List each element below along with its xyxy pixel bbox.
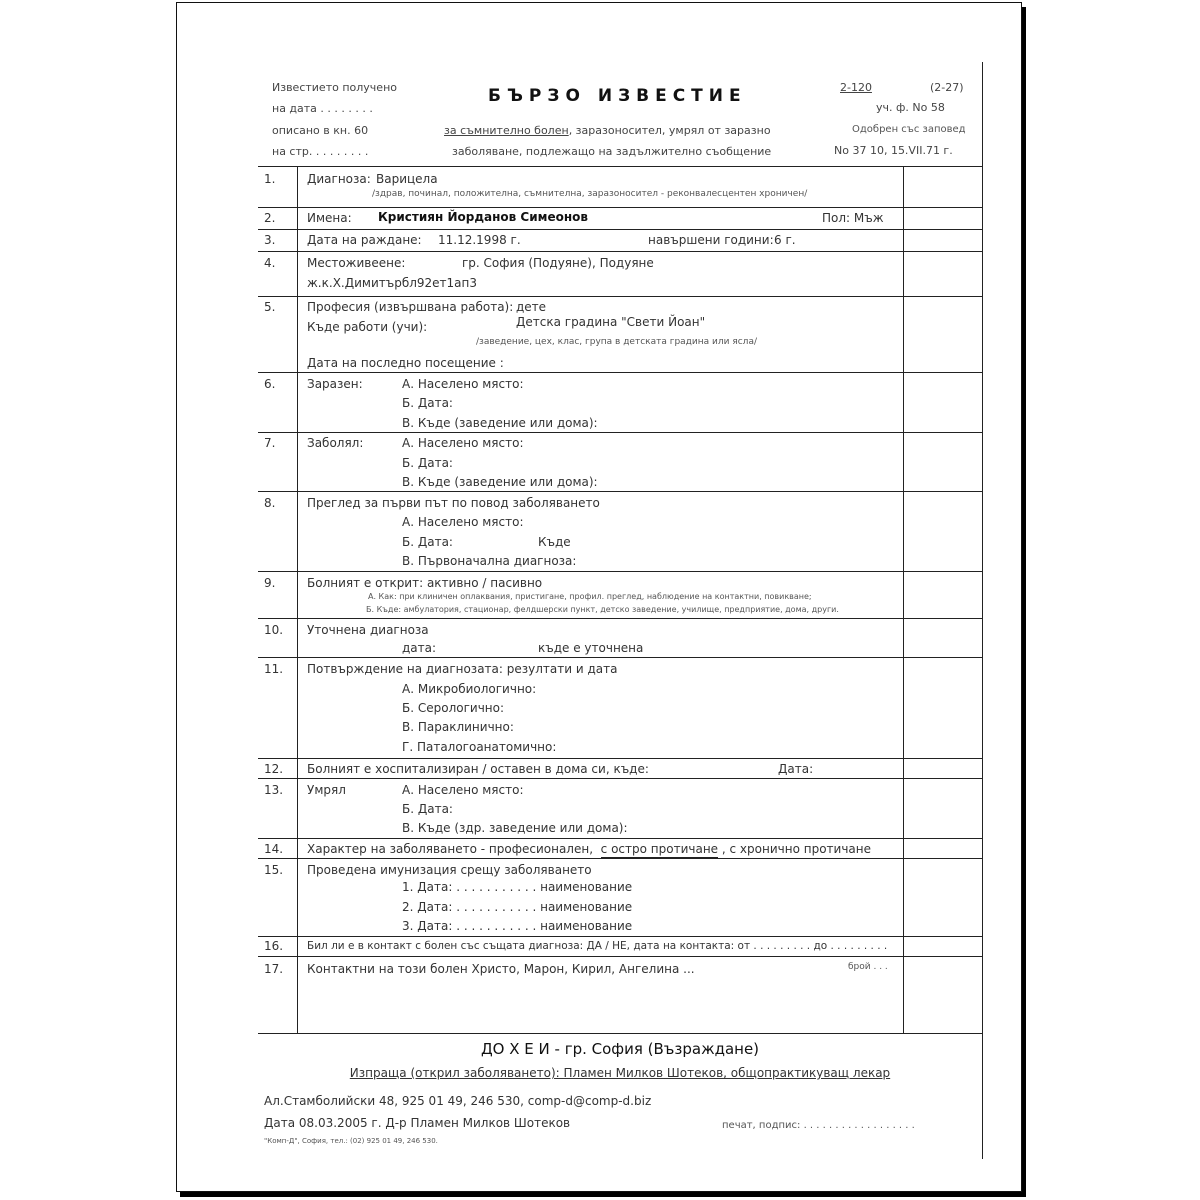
confirmation-sero: Б. Серологично: (402, 701, 505, 715)
suspect-label: за съмнително болен (444, 124, 569, 137)
row-4-number: 4. (264, 256, 276, 270)
row-3-number: 3. (264, 233, 276, 247)
date-signature-line: Дата 08.03.2005 г. Д-р Пламен Милков Шотеков (264, 1116, 571, 1130)
subtitle-rest: , заразоносител, умрял от заразно (568, 124, 771, 137)
subtitle-line-1 (444, 124, 771, 137)
form-reference: уч. ф. No 58 (876, 101, 945, 114)
received-label: Известието получено (272, 81, 397, 94)
approval-number: No 37 10, 15.VII.71 г. (834, 144, 953, 157)
immunization-label: Проведена имунизация срещу заболяването (307, 863, 592, 877)
hospitalized-label: Болният е хоспитализиран / оставен в дома си, къде: (307, 762, 649, 776)
infected-where: В. Къде (заведение или дома): (402, 416, 598, 430)
book-number: описано в кн. 60 (272, 124, 369, 137)
diagnosis-label: Диагноза: (307, 172, 371, 186)
row-2-number: 2. (264, 211, 276, 225)
row-13-number: 13. (264, 783, 284, 797)
form-code: 2-120 (840, 81, 872, 94)
infected-place: А. Населено място: (402, 377, 524, 391)
first-exam-place: А. Населено място: (402, 515, 524, 529)
residence-value: гр. София (Подуяне), Подуяне (462, 256, 654, 270)
hospitalized-date-label: Дата: (778, 762, 814, 776)
workplace-hint: /заведение, цех, клас, група в детската градина или ясла/ (476, 337, 757, 347)
row-15-number: 15. (264, 863, 284, 877)
form-title: БЪРЗО ИЗВЕСТИЕ (488, 86, 747, 106)
row-1-number: 1. (264, 172, 276, 186)
sender-address: Ал.Стамболийски 48, 925 01 49, 246 530, comp-d@comp-d.biz (264, 1094, 652, 1108)
confirmed-where-label: къде е уточнена (538, 641, 644, 655)
stamp-signature: печат, подпис: . . . . . . . . . . . . . . . . . . (722, 1120, 915, 1131)
row-11-number: 11. (264, 662, 284, 676)
row-16-number: 16. (264, 939, 284, 953)
profession-value: дете (516, 300, 547, 314)
received-date: на дата . . . . . . . . (272, 102, 373, 115)
first-exam-diagnosis: В. Първоначална диагноза: (402, 554, 577, 568)
page-number: на стр. . . . . . . . . (272, 145, 369, 158)
died-label: Умрял (307, 783, 346, 797)
immunization-3: 3. Дата: . . . . . . . . . . . наименование (402, 919, 633, 933)
residence-address: ж.к.Х.Димитърбл92ет1ап3 (307, 276, 478, 290)
workplace-label: Къде работи (учи): (307, 320, 428, 334)
row-8-number: 8. (264, 496, 276, 510)
first-exam-where: Къде (538, 535, 571, 549)
row-12-number: 12. (264, 762, 284, 776)
first-exam-date: Б. Дата: (402, 535, 453, 549)
form-code-paren: (2-27) (930, 81, 964, 94)
row-17-number: 17. (264, 962, 284, 976)
immunization-2: 2. Дата: . . . . . . . . . . . наименование (402, 900, 633, 914)
patient-sex: Пол: Мъж (822, 211, 884, 225)
diagnosis-value: Варицела (376, 172, 438, 186)
subtitle-line-2: заболяване, подлежащо на задължително съобщение (452, 145, 772, 158)
contact-question: Бил ли е в контакт с болен със същата диагноза: ДА / НЕ, дата на контакта: от . . . . . . . . . до . . . . . . . . . (307, 940, 888, 952)
name-label: Имена: (307, 211, 352, 225)
confirmation-label: Потвърждение на диагнозата: резултати и дата (307, 662, 618, 676)
age-value: 6 г. (774, 233, 796, 247)
last-visit-label: Дата на последно посещение : (307, 356, 504, 370)
confirmed-date-label: дата: (402, 641, 437, 655)
ill-place: А. Населено място: (402, 436, 524, 450)
profession-label: Професия (извършвана работа): (307, 300, 514, 314)
age-label: навършени години: (648, 233, 774, 247)
confirmation-patho: Г. Паталогоанатомично: (402, 740, 557, 754)
sender: Изпраща (открил заболяването): Пламен Милков Шотеков, общопрактикуващ лекар (349, 1066, 891, 1080)
row-10-number: 10. (264, 623, 284, 637)
diagnosis-hint: /здрав, починал, положителна, съмнителна, заразоносител - реконвалесцентен хроничен/ (372, 189, 808, 199)
approval-label: Одобрен със заповед (852, 124, 966, 135)
confirmed-diagnosis-label: Уточнена диагноза (307, 623, 429, 637)
acute-course: с остро протичане (600, 842, 719, 856)
ill-date: Б. Дата: (402, 456, 453, 470)
character-label: Характер на заболяването - професионален, (307, 842, 594, 856)
row-6-number: 6. (264, 377, 276, 391)
immunization-1: 1. Дата: . . . . . . . . . . . наименование (402, 880, 633, 894)
first-exam-label: Преглед за първи път по повод заболяването (307, 496, 600, 510)
ill-where: В. Къде (заведение или дома): (402, 475, 598, 489)
residence-label: Местоживеене: (307, 256, 406, 270)
workplace-value: Детска градина "Свети Йоан" (516, 315, 706, 329)
infected-date: Б. Дата: (402, 396, 453, 410)
patient-name: Кристиян Йорданов Симеонов (378, 210, 588, 224)
discovered-hint-where: Б. Къде: амбулатория, стационар, фелдшерски пункт, детско заведение, училище, предприятие, дома, други. (366, 605, 839, 614)
confirmation-paraclinic: В. Параклинично: (402, 720, 514, 734)
infected-label: Заразен: (307, 377, 363, 391)
row-14-number: 14. (264, 842, 284, 856)
died-where: В. Къде (здр. заведение или дома): (402, 821, 628, 835)
confirmation-micro: А. Микробиологично: (402, 682, 537, 696)
birthdate-label: Дата на раждане: (307, 233, 422, 247)
row-9-number: 9. (264, 576, 276, 590)
recipient: ДО Х Е И - гр. София (Възраждане) (480, 1040, 760, 1058)
discovered-label: Болният е открит: активно / пасивно (307, 576, 543, 590)
discovered-hint-how: А. Как: при клиничен оплаквания, пристигане, профил. преглед, наблюдение на контактни, повикване; (368, 592, 812, 601)
row-5-number: 5. (264, 300, 276, 314)
printer-note: "Комп-Д", София, тел.: (02) 925 01 49, 246 530. (264, 1137, 438, 1145)
chronic-course: , с хронично протичане (721, 842, 871, 856)
contacts-count: брой . . . (848, 962, 888, 972)
birthdate-value: 11.12.1998 г. (438, 233, 521, 247)
died-place: А. Населено място: (402, 783, 524, 797)
disease-character (307, 842, 871, 856)
row-7-number: 7. (264, 436, 276, 450)
died-date: Б. Дата: (402, 802, 453, 816)
contacts-list: Контактни на този болен Христо, Марон, Кирил, Ангелина ... (307, 962, 695, 976)
ill-label: Заболял: (307, 436, 364, 450)
